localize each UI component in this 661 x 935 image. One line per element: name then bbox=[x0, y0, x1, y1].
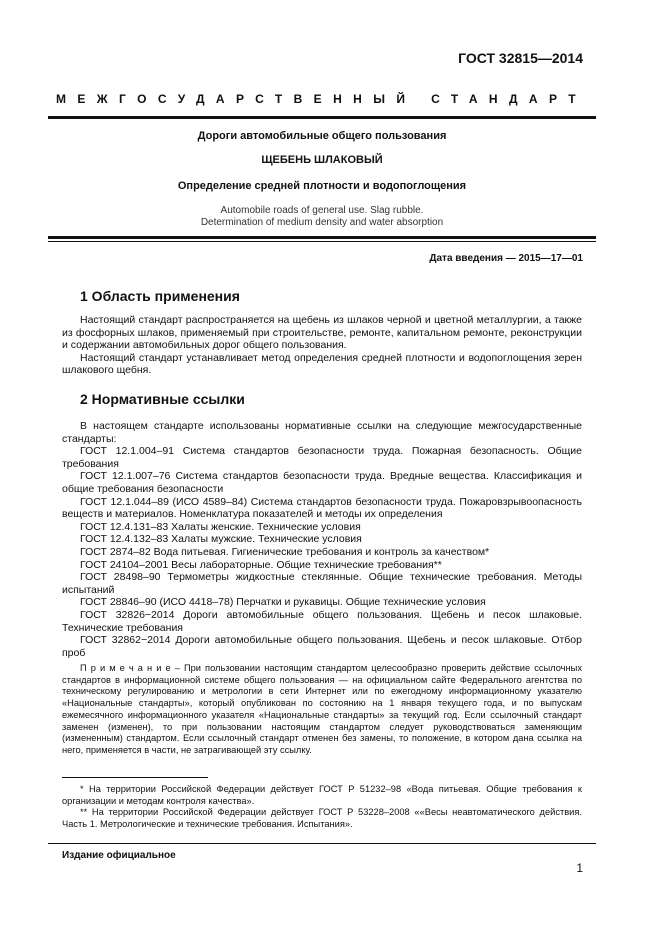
section-1-paragraph: Настоящий стандарт устанавливает метод определения средней плотности и водопоглощения зерен шлакового щебня. bbox=[62, 351, 582, 377]
reference-item: ГОСТ 32862−2014 Дороги автомобильные общего пользования. Щебень и песок шлаковые. Отбор проб bbox=[62, 634, 582, 659]
interstate-standard-label: МЕЖГОСУДАРСТВЕННЫЙ СТАНДАРТ bbox=[56, 92, 587, 106]
document-code: ГОСТ 32815—2014 bbox=[458, 50, 583, 66]
title-rule-thin bbox=[48, 241, 596, 242]
introduction-date: Дата введения — 2015—17—01 bbox=[429, 253, 583, 264]
title-line-2: ЩЕБЕНЬ ШЛАКОВЫЙ bbox=[261, 154, 383, 166]
title-rule-thick bbox=[48, 236, 596, 239]
section-1-paragraph: Настоящий стандарт распространяется на щебень из шлаков черной и цветной металлургии, а также из фосфорных шлаков, применяемый при строительстве, ремонте, капитальном ремонте, реконструкции и содержании автомобильных дорог общего пользования. bbox=[62, 314, 582, 352]
title-line-1: Дороги автомобильные общего пользования bbox=[197, 130, 447, 142]
reference-item: ГОСТ 28498–90 Термометры жидкостные стеклянные. Общие технические требования. Методы испытаний bbox=[62, 571, 582, 596]
footer-rule bbox=[48, 843, 596, 844]
footnote-rule bbox=[62, 777, 208, 778]
reference-item: ГОСТ 12.1.004–91 Система стандартов безопасности труда. Пожарная безопасность. Общие требования bbox=[62, 445, 582, 470]
section-1-body bbox=[62, 314, 582, 377]
official-edition-label: Издание официальное bbox=[62, 850, 176, 861]
note-paragraph bbox=[62, 663, 582, 757]
reference-item: ГОСТ 28846–90 (ИСО 4418–78) Перчатки и рукавицы. Общие технические условия bbox=[80, 596, 486, 609]
reference-item: ГОСТ 12.1.044–89 (ИСО 4589–84) Система стандартов безопасности труда. Пожаровзрывоопасность веществ и материалов. Номенклатура показателей и методы их определения bbox=[62, 495, 582, 521]
footnote-2: ** На территории Российской Федерации действует ГОСТ Р 53228–2008 ««Весы неавтоматического действия. Часть 1. Метрологические и технические требования. Испытания». bbox=[62, 807, 582, 829]
header-rule bbox=[48, 116, 596, 119]
footnote-1: * На территории Российской Федерации действует ГОСТ Р 51232–98 «Вода питьевая. Общие требования к организации и методам контроля качества». bbox=[62, 784, 582, 806]
section-2-intro: В настоящем стандарте использованы нормативные ссылки на следующие межгосударственные стандарты: bbox=[62, 420, 582, 445]
reference-item: ГОСТ 2874–82 Вода питьевая. Гигиенические требования и контроль за качеством* bbox=[80, 545, 490, 558]
footnotes bbox=[62, 784, 582, 830]
note-text: – При пользовании настоящим стандартом целесообразно проверить действие ссылочных стандартов в информационной системе общего пользования — на официальном сайте Федерального агентства по техническому регулированию и метрологии в сети Интернет или по ежегодному информационному указателю «Национальные стандарты», который опубликован по состоянию на 1 января текущего года, и по выпускам ежемесячного информационного указателя «Национальные стандарты» за текущий год. Если ссылочный стандарт заменен (изменен), то при пользовании настоящим стандартом следует руководствоваться заменяющим (измененным) стандартом. Если ссылочный стандарт отменен без замены, то положение, в котором дана ссылка на него, применяется в части, не затрагивающей эту ссылку. bbox=[62, 663, 582, 755]
note-label: П р и м е ч а н и е bbox=[80, 663, 171, 673]
title-english bbox=[48, 205, 596, 229]
reference-item: ГОСТ 24104–2001 Весы лабораторные. Общие технические требования** bbox=[80, 558, 442, 571]
title-english-line-2: Determination of medium density and water absorption bbox=[200, 217, 444, 228]
note-block bbox=[62, 663, 582, 757]
section-1-heading: 1 Область применения bbox=[80, 288, 240, 304]
title-line-3: Определение средней плотности и водопоглощения bbox=[177, 180, 467, 192]
reference-item: ГОСТ 12.1.007–76 Система стандартов безопасности труда. Вредные вещества. Классификация и общие требования безопасности bbox=[62, 470, 582, 495]
reference-item: ГОСТ 12.4.131–83 Халаты женские. Технические условия bbox=[80, 520, 361, 533]
section-2-heading: 2 Нормативные ссылки bbox=[80, 391, 245, 407]
section-2-body bbox=[62, 420, 582, 659]
title-english-line-1: Automobile roads of general use. Slag rubble. bbox=[220, 205, 424, 216]
page-number: 1 bbox=[576, 861, 583, 875]
reference-item: ГОСТ 12.4.132–83 Халаты мужские. Технические условия bbox=[80, 533, 362, 546]
reference-item: ГОСТ 32826−2014 Дороги автомобильные общего пользования. Щебень и песок шлаковые. Технические требования bbox=[62, 608, 582, 634]
